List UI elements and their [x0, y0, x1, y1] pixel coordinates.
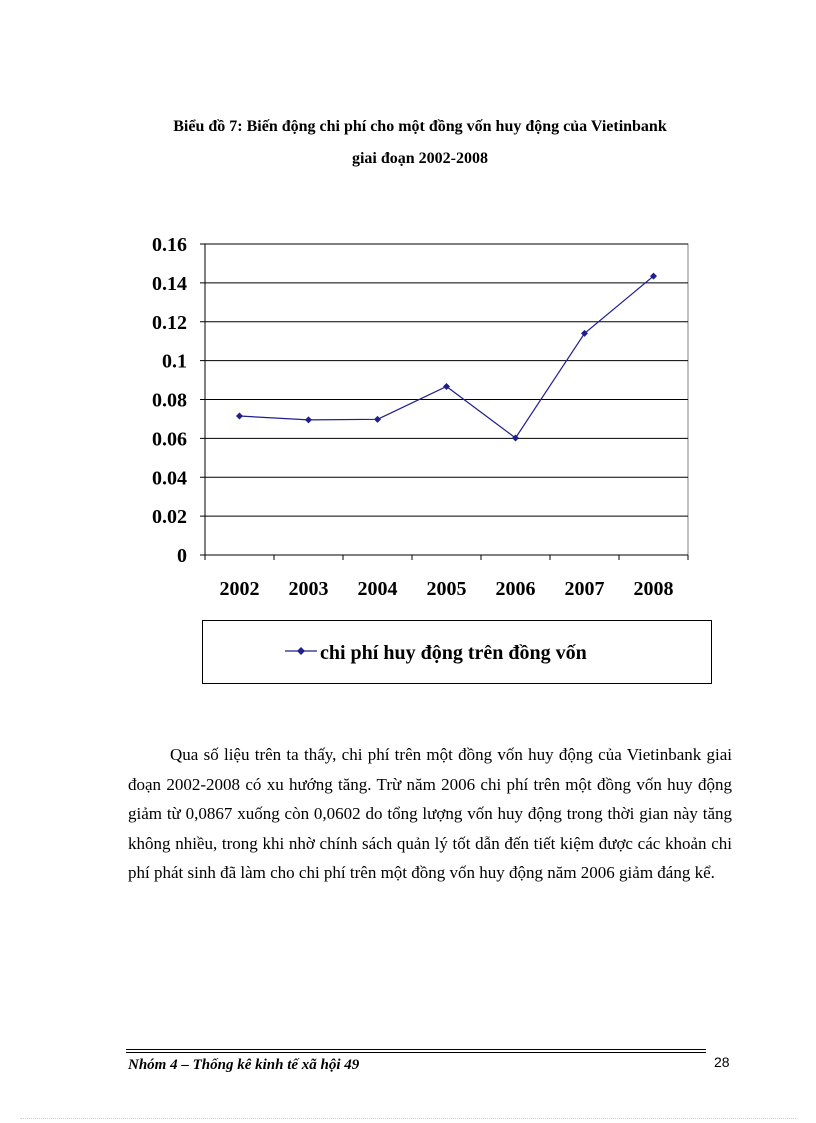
- chart-legend: [202, 620, 712, 684]
- page-number: 28: [714, 1054, 730, 1070]
- x-tick-label: 2004: [357, 578, 398, 600]
- x-tick-label: 2003: [288, 578, 329, 600]
- page-edge-divider: [20, 1118, 796, 1119]
- y-tick-label: 0.04: [152, 467, 187, 490]
- x-tick-label: 2007: [564, 578, 605, 600]
- legend-label: chi phí huy động trên đồng vốn: [320, 642, 587, 664]
- body-paragraph: Qua số liệu trên ta thấy, chi phí trên một đồng vốn huy động của Vietinbank giai đoạn 2002-2008 có xu hướng tăng. Trừ năm 2006 chi phí trên một đồng vốn huy động giảm từ 0,0867 xuống còn 0,0602 do tổng lượng vốn huy động trong thời gian này tăng không nhiều, trong khi nhờ chính sách quản lý tốt dẫn đến tiết kiệm được các khoản chi phí phát sinh đã làm cho chi phí trên một đồng vốn huy động năm 2006 giảm đáng kể.: [128, 745, 732, 882]
- legend-marker-icon: [285, 645, 317, 657]
- x-tick-label: 2006: [495, 578, 536, 600]
- footer-text: Nhóm 4 – Thống kê kinh tế xã hội 49: [128, 1057, 360, 1073]
- x-tick-label: 2002: [219, 578, 260, 600]
- data-point: [236, 413, 243, 420]
- y-tick-label: 0.1: [162, 350, 187, 373]
- footer-divider: [126, 1049, 706, 1055]
- x-tick-label: 2008: [633, 578, 674, 600]
- series-line: [240, 276, 654, 438]
- chart-title-line1: Biểu đồ 7: Biến động chi phí cho một đồng vốn huy động của Vietinbank: [173, 118, 667, 135]
- y-tick-label: 0.02: [152, 506, 187, 529]
- y-tick-label: 0.12: [152, 311, 187, 334]
- y-tick-label: 0.16: [152, 234, 187, 256]
- y-tick-label: 0: [177, 545, 187, 567]
- y-tick-label: 0.08: [152, 389, 187, 412]
- y-tick-label: 0.06: [152, 428, 187, 451]
- x-tick-label: 2005: [426, 578, 467, 600]
- data-point: [374, 416, 381, 423]
- y-tick-label: 0.14: [152, 272, 187, 295]
- chart-title-line2: giai đoạn 2002-2008: [351, 150, 488, 167]
- data-point: [305, 416, 312, 423]
